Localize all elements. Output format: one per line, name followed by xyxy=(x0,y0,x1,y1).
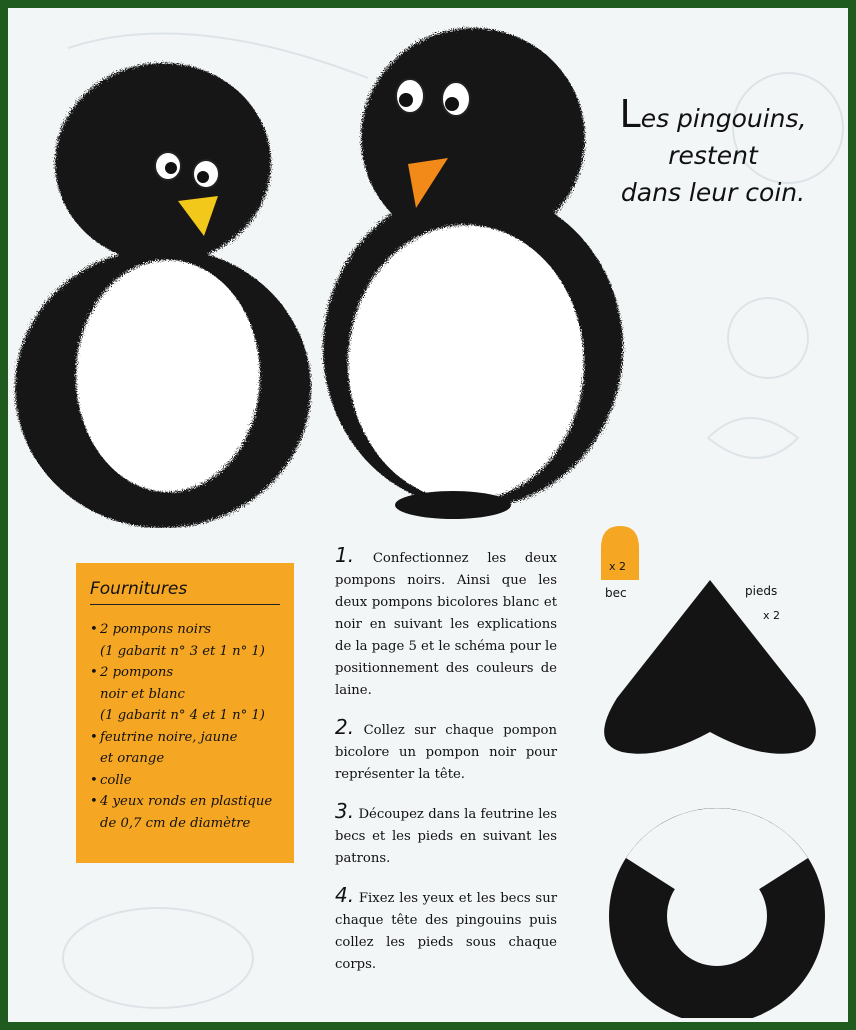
step-number: 2. xyxy=(335,715,355,739)
step-number: 4. xyxy=(335,883,355,907)
step-text: Confectionnez les deux pompons noirs. Ainsi que les deux pompons bicolores blanc et noir en suivant les explications de la page 5 et le schéma pour le positionnement des couleurs de laine. xyxy=(335,551,557,698)
fournitures-item-line: de 0,7 cm de diamètre xyxy=(100,815,251,831)
eye-icon xyxy=(396,79,424,113)
bullet: • xyxy=(90,794,98,809)
fournitures-item-line: 2 pompons xyxy=(100,665,174,680)
fournitures-heading: Fournitures xyxy=(90,579,188,599)
penguins-photo xyxy=(8,8,628,528)
eye-icon xyxy=(155,152,181,180)
gabarit-ring xyxy=(609,808,825,1018)
fournitures-item xyxy=(90,619,288,662)
title-line-3: dans leur coin. xyxy=(620,178,806,207)
fournitures-box xyxy=(76,563,294,863)
eye-icon xyxy=(193,160,219,188)
bec-label: bec xyxy=(605,586,627,600)
step xyxy=(335,716,557,786)
bullet: • xyxy=(90,772,98,788)
fournitures-item-line: (1 gabarit n° 4 et 1 n° 1) xyxy=(100,708,265,723)
bullet: • xyxy=(90,665,98,680)
title-initial: L xyxy=(619,92,641,136)
step-number: 1. xyxy=(335,543,355,567)
step xyxy=(335,800,557,870)
fournitures-item-line: colle xyxy=(100,772,132,788)
penguin-left xyxy=(15,63,311,528)
fournitures-item xyxy=(90,791,288,834)
page xyxy=(8,8,848,1022)
fournitures-item-line: noir et blanc xyxy=(100,686,185,702)
bullet: • xyxy=(90,622,98,637)
bec-count: x 2 xyxy=(609,560,627,573)
pieds-pattern xyxy=(604,580,816,754)
title-line-1: es pingouins, xyxy=(640,104,807,133)
step-text: Fixez les yeux et les becs sur chaque tête des pingouins puis collez les pieds sous chaque corps. xyxy=(335,891,557,972)
fournitures-item xyxy=(90,770,288,792)
fournitures-item-line: 2 pompons noirs xyxy=(100,622,212,637)
pieds-count: x 2 xyxy=(763,609,781,622)
fournitures-item xyxy=(90,662,288,727)
step-number: 3. xyxy=(335,799,355,823)
eye-icon xyxy=(442,82,470,116)
fournitures-list xyxy=(76,619,294,834)
fournitures-item-line: (1 gabarit n° 3 et 1 n° 1) xyxy=(100,643,265,659)
fournitures-item xyxy=(90,727,288,770)
step xyxy=(335,884,557,976)
feet xyxy=(395,491,511,519)
pieds-label: pieds xyxy=(745,584,778,598)
fournitures-item-line: et orange xyxy=(100,751,165,766)
bullet: • xyxy=(90,729,98,745)
heading-rule xyxy=(90,604,280,605)
title-line-2: restent xyxy=(668,141,758,170)
fournitures-item-line: feutrine noire, jaune xyxy=(100,729,238,745)
page-title xyxy=(598,92,828,211)
step-text: Découpez dans la feutrine les becs et les pieds en suivant les patrons. xyxy=(335,807,557,866)
fournitures-item-line: 4 yeux ronds en plastique xyxy=(100,794,273,809)
cutting-patterns xyxy=(593,518,843,1018)
step-text: Collez sur chaque pompon bicolore un pompon noir pour représenter la tête. xyxy=(335,723,557,782)
penguin-right xyxy=(323,28,623,519)
step xyxy=(335,544,557,702)
instructions xyxy=(335,544,557,990)
